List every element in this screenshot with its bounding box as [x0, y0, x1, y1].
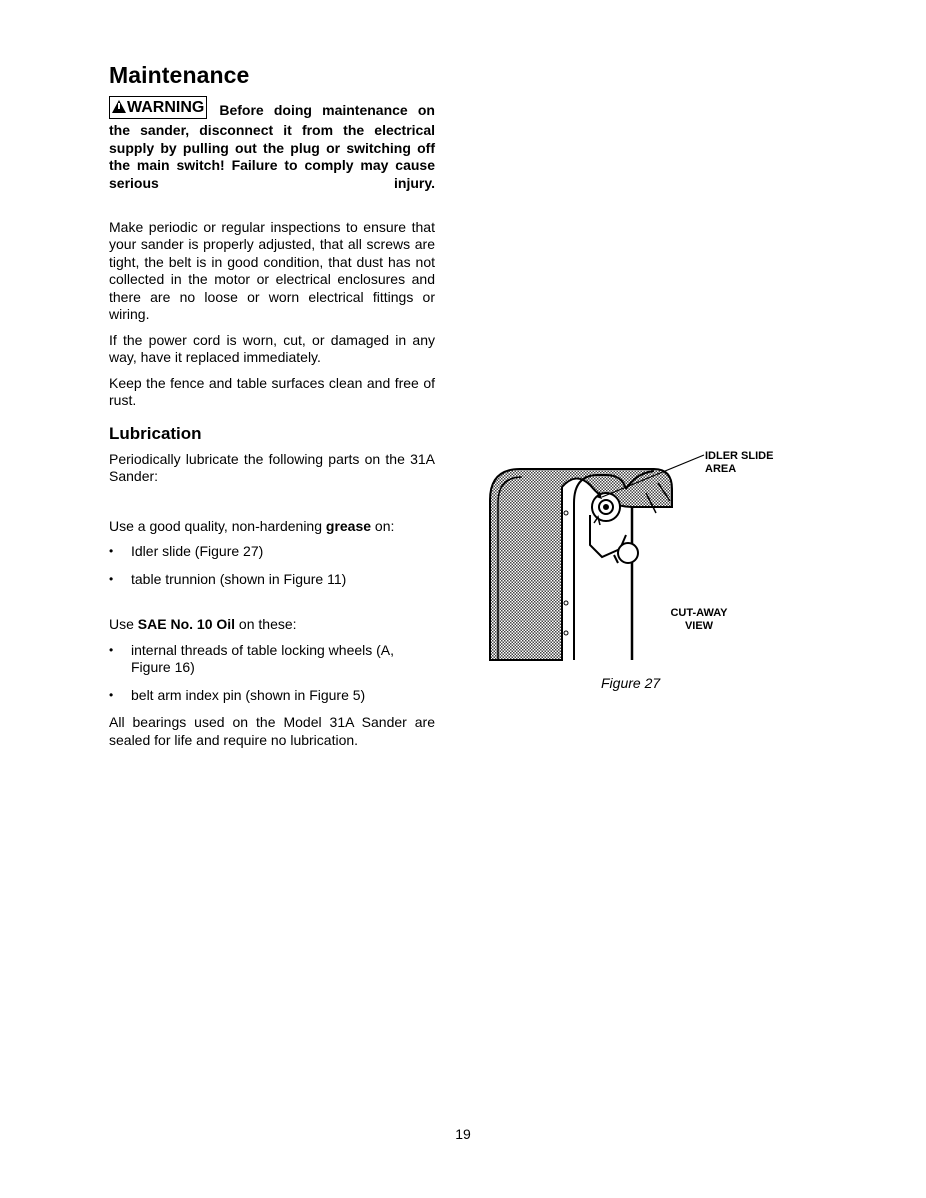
- oil-instruction: Use SAE No. 10 Oil on these:: [109, 616, 297, 632]
- page-title: Maintenance: [109, 62, 250, 88]
- grease-list: [109, 543, 435, 588]
- list-item: • belt arm index pin (shown in Figure 5): [109, 687, 435, 705]
- sanding-belt: [490, 469, 672, 660]
- list-item: • table trunnion (shown in Figure 11): [109, 571, 435, 589]
- label-idler-slide: IDLER SLIDE AREA: [705, 450, 774, 475]
- main-column: [109, 62, 435, 757]
- warning-triangle-icon: [112, 100, 126, 113]
- warning-paragraph: [109, 99, 435, 210]
- list-item: • Idler slide (Figure 27): [109, 543, 435, 561]
- inspection-paragraph: Make periodic or regular inspections to ensure that your sander is properly adjusted, that all screws are tight, the belt is in good condition, that dust has not collected in the motor or electrical enclosures and there are no loose or worn electrical fittings or wiring.: [109, 218, 435, 322]
- figure-27-diagram: [486, 445, 786, 665]
- list-item: • internal threads of table locking wheels (A, Figure 16): [109, 642, 435, 677]
- power-cord-paragraph: If the power cord is worn, cut, or damaged in any way, have it replaced immediately.: [109, 331, 435, 365]
- lubrication-intro: Periodically lubricate the following parts on the 31A Sander:: [109, 450, 435, 484]
- label-cut-away-view: CUT-AWAY VIEW: [670, 607, 728, 632]
- lubrication-heading: Lubrication: [109, 423, 202, 443]
- warning-badge: WARNING: [109, 96, 207, 119]
- page-number: 19: [455, 1126, 471, 1142]
- grease-instruction: Use a good quality, non-hardening grease on:: [109, 517, 395, 534]
- bearings-paragraph: All bearings used on the Model 31A Sander are sealed for life and require no lubrication.: [109, 714, 435, 748]
- tension-knob: [618, 543, 638, 563]
- rust-paragraph: Keep the fence and table surfaces clean and free of rust.: [109, 374, 435, 408]
- oil-list: [109, 642, 435, 705]
- warning-text: Before doing maintenance on the sander, disconnect it from the electrical supply by pulling out the plug or switching off the main switch! Failure to comply may cause serious injury.: [109, 102, 435, 191]
- figure-caption: Figure 27: [601, 675, 661, 691]
